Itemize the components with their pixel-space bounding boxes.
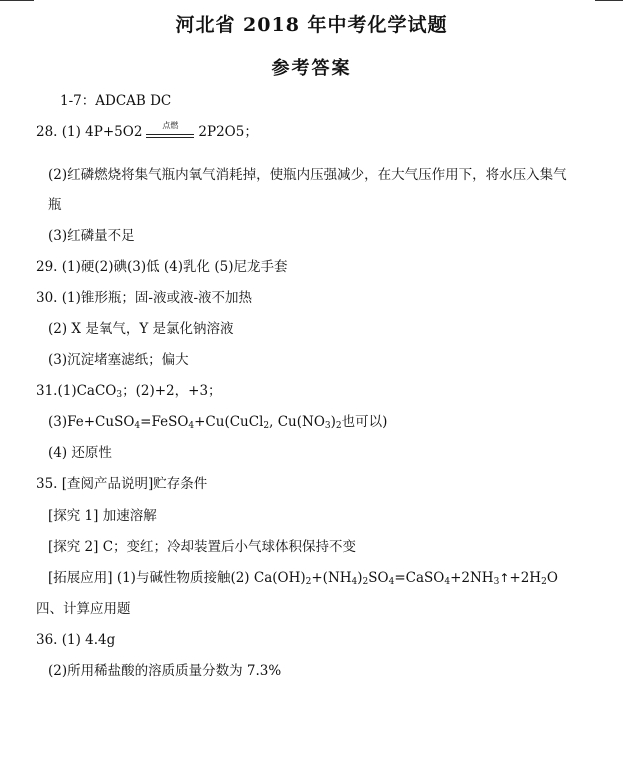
q36-part2: (2)所用稀盐酸的溶质质量分数为 7.3% bbox=[48, 663, 282, 679]
reaction-condition: 点燃 bbox=[162, 120, 179, 130]
q35-text: [拓展应用] (1)与碱性物质接触(2) Ca(OH) bbox=[48, 570, 306, 586]
q30-part2: (2) X 是氧气，Y 是氯化钠溶液 bbox=[48, 321, 234, 337]
q31-text: ；(2)+2，+3； bbox=[122, 383, 222, 399]
q30-part1: 30. (1)锥形瓶；固-液或液-液不加热 bbox=[36, 290, 253, 306]
q31-text: +Cu(CuCl bbox=[194, 414, 264, 430]
q35-text: +2NH bbox=[450, 570, 494, 586]
reaction-sign bbox=[144, 120, 196, 142]
q28-reactants: 28. (1) 4P+5O2 bbox=[36, 124, 143, 140]
subscript: 4 bbox=[351, 577, 358, 587]
q35-text: +(NH bbox=[311, 570, 352, 586]
subscript: 2 bbox=[263, 421, 270, 431]
gas-arrow-icon: ↑ bbox=[499, 571, 510, 585]
subscript: 2 bbox=[362, 577, 369, 587]
q35-explore1: [探究 1] 加速溶解 bbox=[48, 508, 157, 524]
q35-heading: 35. [查阅产品说明]贮存条件 bbox=[36, 476, 208, 492]
q30-part3: (3)沉淀堵塞滤纸；偏大 bbox=[48, 352, 189, 368]
mc-answers: 1-7：ADCAB DC bbox=[60, 93, 172, 109]
q35-application bbox=[48, 569, 558, 591]
subscript: 2 bbox=[305, 577, 312, 587]
subscript: 2 bbox=[541, 577, 547, 587]
q31-part1 bbox=[36, 382, 222, 404]
section-heading-4: 四、计算应用题 bbox=[36, 601, 131, 617]
q31-text: =FeSO bbox=[140, 414, 189, 430]
q28-part3: (3)红磷量不足 bbox=[48, 228, 135, 244]
subscript: 2 bbox=[335, 421, 342, 431]
q28-part2-cont: 瓶 bbox=[48, 197, 62, 213]
q31-text: , Cu(NO bbox=[269, 414, 325, 430]
q35-text: SO bbox=[368, 570, 389, 586]
top-left-rule bbox=[0, 0, 34, 1]
page-subtitle: 参考答案 bbox=[271, 58, 352, 79]
subscript: 4 bbox=[388, 577, 395, 587]
q31-text: (3)Fe+CuSO bbox=[48, 414, 135, 430]
q31-text: ) bbox=[330, 414, 336, 430]
q35-text: O bbox=[546, 570, 558, 586]
q31-text: 31.(1)CaCO bbox=[36, 383, 117, 399]
q28-products: 2P2O5； bbox=[198, 124, 258, 140]
subscript: 3 bbox=[324, 421, 331, 431]
q35-text: +2H bbox=[509, 570, 542, 586]
q31-part3 bbox=[48, 413, 387, 435]
top-right-rule bbox=[595, 0, 623, 1]
subscript: 3 bbox=[493, 577, 500, 587]
subscript: 4 bbox=[134, 421, 141, 431]
subscript: 4 bbox=[444, 577, 451, 587]
q28-part2: (2)红磷燃烧将集气瓶内氧气消耗掉，使瓶内压强减少，在大气压作用下，将水压入集气 bbox=[48, 167, 567, 183]
q35-explore2: [探究 2] C；变红；冷却装置后小气球体积保持不变 bbox=[48, 539, 357, 555]
q29-answers: 29. (1)硬(2)碘(3)低 (4)乳化 (5)尼龙手套 bbox=[36, 259, 288, 275]
q35-text: ) bbox=[357, 570, 363, 586]
q35-text: =CaSO bbox=[394, 570, 445, 586]
page-title: 河北省 2018 年中考化学试题 bbox=[175, 14, 448, 36]
q28-part1 bbox=[36, 120, 258, 142]
q31-part4: (4) 还原性 bbox=[48, 445, 112, 461]
subscript: 3 bbox=[116, 390, 123, 400]
q36-part1: 36. (1) 4.4g bbox=[36, 632, 116, 648]
subscript: 4 bbox=[188, 421, 195, 431]
q31-text: 也可以) bbox=[341, 414, 388, 430]
